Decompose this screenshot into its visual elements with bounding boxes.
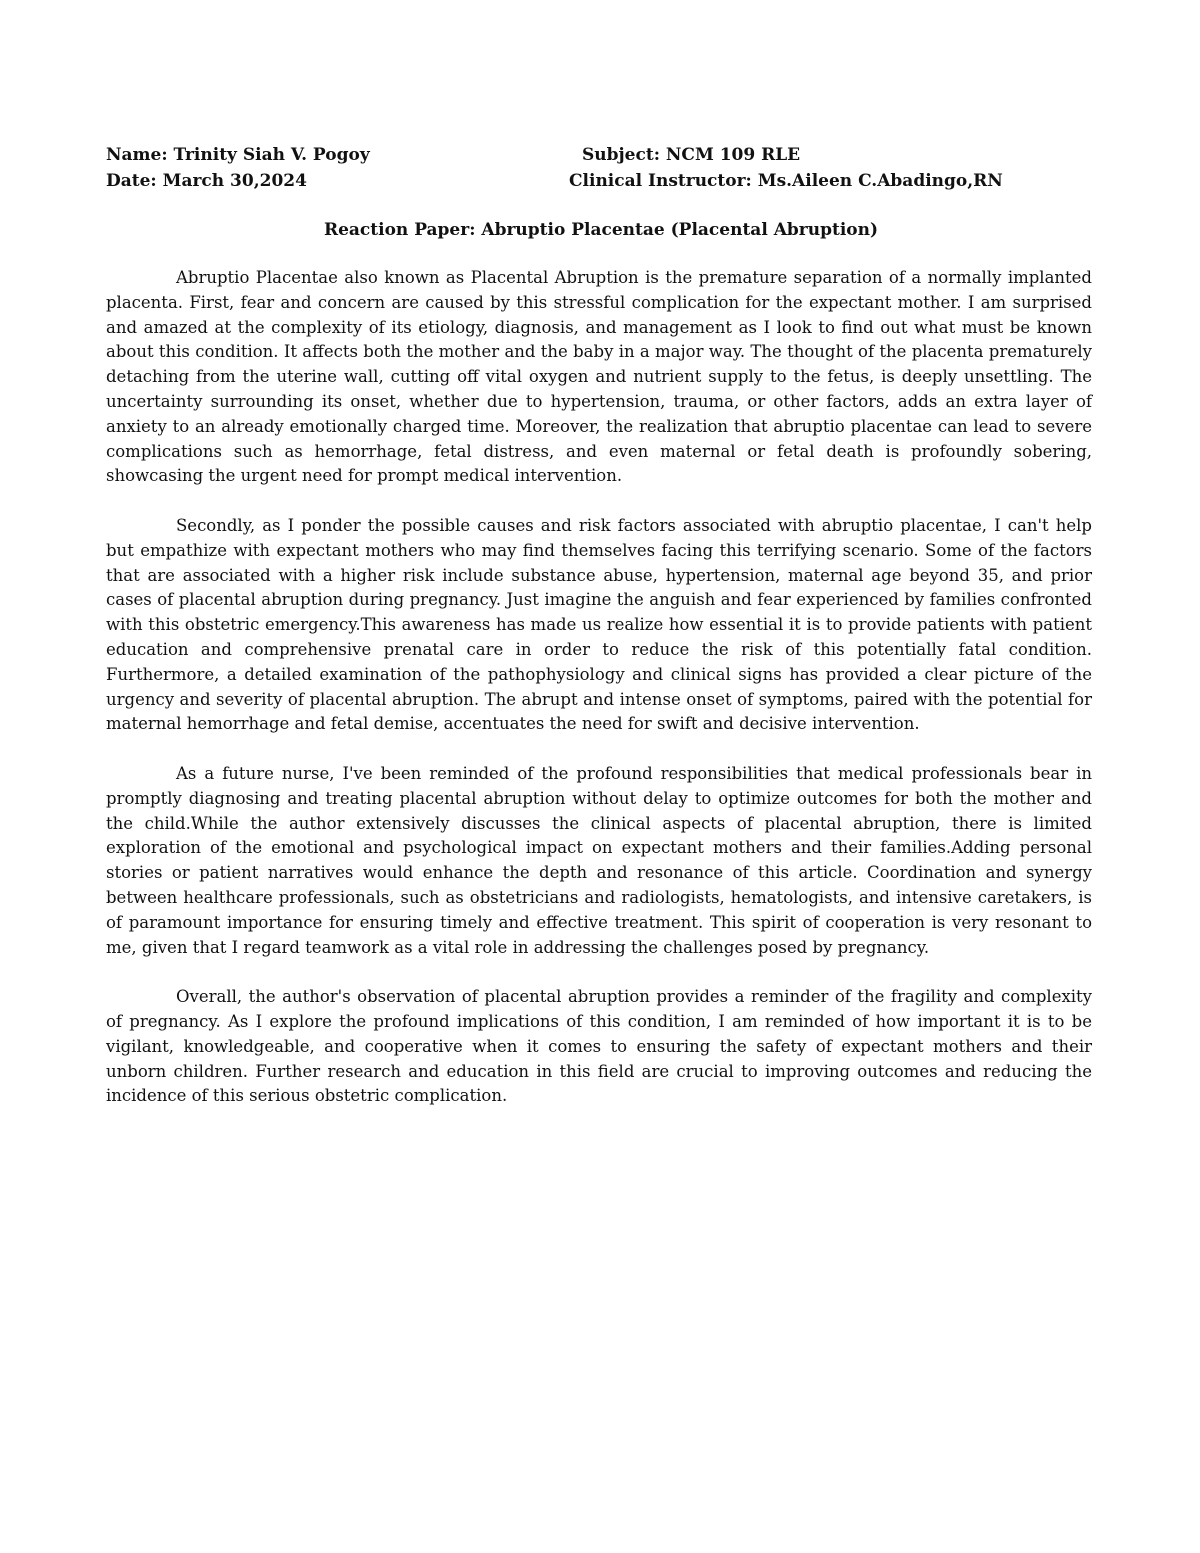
date-label: Date: March 30,2024	[106, 171, 307, 191]
paragraph-2: Secondly, as I ponder the possible causes and risk factors associated with abruptio placentae, I can't help but empathize with expectant mothers who may find themselves facing this terrifying scenario. Some of the factors that are associated with a higher risk include substance abuse, hypertension, maternal age beyond 35, and prior cases of placental abruption during pregnancy. Just imagine the anguish and fear experienced by families confronted with this obstetric emergency.This awareness has made us realize how essential it is to provide patients with patient education and comprehensive prenatal care in order to reduce the risk of this potentially fatal condition. Furthermore, a detailed examination of the pathophysiology and clinical signs has provided a clear picture of the urgency and severity of placental abruption. The abrupt and intense onset of symptoms, paired with the potential for maternal hemorrhage and fetal demise, accentuates the need for swift and decisive intervention.	[106, 515, 1092, 734]
header-row-1	[106, 142, 1096, 168]
clinical-instructor-label: Clinical Instructor: Ms.Aileen C.Abadingo,RN	[569, 171, 1003, 191]
paragraph-3: As a future nurse, I've been reminded of the profound responsibilities that medical professionals bear in promptly diagnosing and treating placental abruption without delay to optimize outcomes for both the mother and the child.While the author extensively discusses the clinical aspects of placental abruption, there is limited exploration of the emotional and psychological impact on expectant mothers and their families.Adding personal stories or patient narratives would enhance the depth and resonance of this article. Coordination and synergy between healthcare professionals, such as obstetricians and radiologists, hematologists, and intensive caretakers, is of paramount importance for ensuring timely and effective treatment. This spirit of cooperation is very resonant to me, given that I regard teamwork as a vital role in addressing the challenges posed by pregnancy.	[106, 763, 1092, 957]
document-header	[106, 142, 1096, 194]
header-row-2	[106, 168, 1096, 194]
paper-body	[106, 266, 1092, 1134]
paragraph-4: Overall, the author's observation of placental abruption provides a reminder of the fragility and complexity of pregnancy. As I explore the profound implications of this condition, I am reminded of how important it is to be vigilant, knowledgeable, and cooperative when it comes to ensuring the safety of expectant mothers and their unborn children. Further research and education in this field are crucial to improving outcomes and reducing the incidence of this serious obstetric complication.	[106, 987, 1092, 1106]
student-name: Name: Trinity Siah V. Pogoy	[106, 145, 370, 165]
paper-title: Reaction Paper: Abruptio Placentae (Placental Abruption)	[323, 220, 879, 240]
paragraph-1: Abruptio Placentae also known as Placental Abruption is the premature separation of a normally implanted placenta. First, fear and concern are caused by this stressful complication for the expectant mother. I am surprised and amazed at the complexity of its etiology, diagnosis, and management as I look to find out what must be known about this condition. It affects both the mother and the baby in a major way. The thought of the placenta prematurely detaching from the uterine wall, cutting off vital oxygen and nutrient supply to the fetus, is deeply unsettling. The uncertainty surrounding its onset, whether due to hypertension, trauma, or other factors, adds an extra layer of anxiety to an already emotionally charged time. Moreover, the realization that abruptio placentae can lead to severe complications such as hemorrhage, fetal distress, and even maternal or fetal death is profoundly sobering, showcasing the urgent need for prompt medical intervention.	[106, 268, 1092, 486]
subject-label: Subject: NCM 109 RLE	[582, 145, 801, 165]
